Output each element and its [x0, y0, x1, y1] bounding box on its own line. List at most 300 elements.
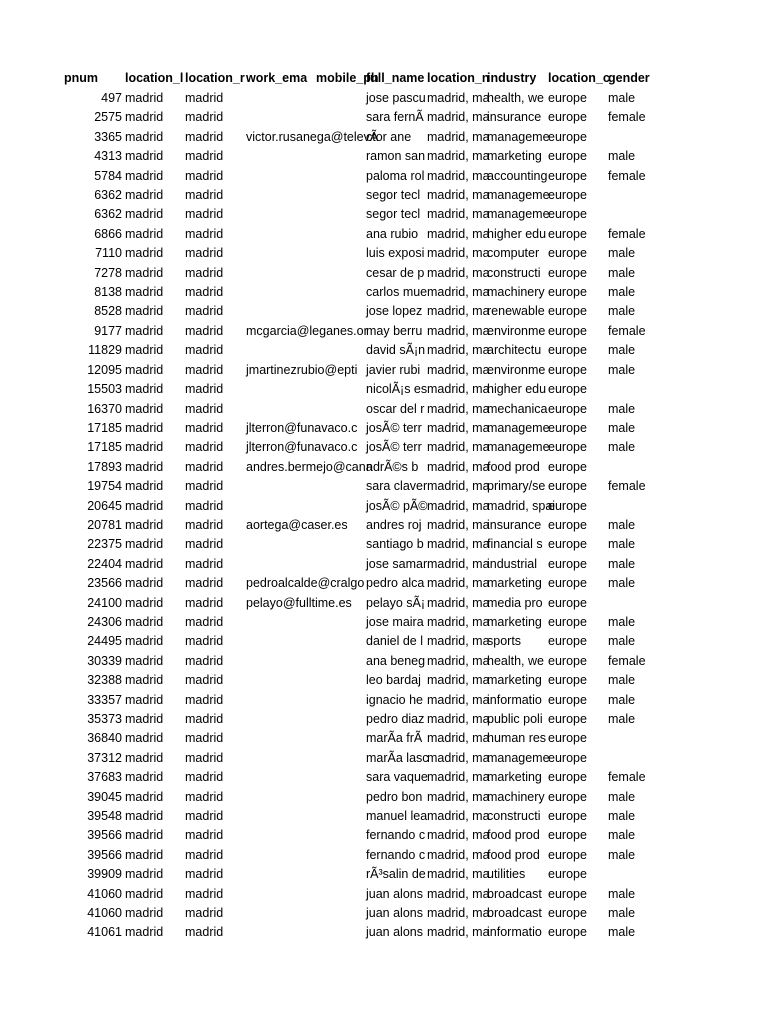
cell-location-id: madrid — [125, 226, 164, 241]
cell-location-name: madrid, ma — [427, 498, 490, 513]
cell-location-r: madrid — [185, 420, 224, 435]
cell-location-c: europe — [548, 246, 587, 261]
cell-industry: utilities — [487, 867, 526, 882]
cell-industry: accounting — [487, 168, 548, 183]
cell-pnum: 11829 — [88, 343, 122, 358]
cell-location-c: europe — [548, 149, 587, 164]
cell-industry: environme — [487, 323, 546, 338]
cell-gender: male — [608, 343, 636, 358]
cell-location-c: europe — [548, 129, 587, 144]
cell-location-c: europe — [548, 906, 587, 921]
cell-industry: financial s — [487, 537, 543, 552]
cell-location-id: madrid — [125, 149, 164, 164]
cell-location-c: europe — [548, 459, 587, 474]
cell-location-r: madrid — [185, 226, 224, 241]
cell-industry: machinery — [487, 285, 545, 300]
cell-location-id: madrid — [125, 420, 164, 435]
cell-location-name: madrid, ma — [427, 809, 490, 824]
cell-full-name: ctor ane — [366, 129, 412, 144]
cell-gender: male — [608, 401, 636, 416]
cell-location-c: europe — [548, 265, 587, 280]
cell-location-r: madrid — [185, 459, 224, 474]
cell-location-c: europe — [548, 692, 587, 707]
cell-location-id: madrid — [125, 459, 164, 474]
cell-work-email: jlterron@funavaco.c — [246, 420, 358, 435]
cell-pnum: 20781 — [87, 517, 122, 532]
cell-location-r: madrid — [185, 343, 224, 358]
cell-location-r: madrid — [185, 304, 224, 319]
cell-full-name: javier rubi — [366, 362, 421, 377]
cell-gender: male — [608, 712, 636, 726]
cell-gender: male — [608, 420, 636, 435]
cell-industry: manageme — [487, 188, 550, 203]
cell-pnum: 41061 — [87, 925, 122, 940]
cell-location-id: madrid — [125, 595, 164, 610]
cell-location-id: madrid — [125, 479, 164, 494]
cell-gender: male — [608, 906, 636, 921]
cell-location-c: europe — [548, 653, 587, 668]
cell-location-r: madrid — [185, 498, 224, 513]
cell-location-id: madrid — [125, 517, 164, 532]
cell-full-name: pedro alca — [366, 576, 425, 591]
cell-location-c: europe — [548, 595, 587, 610]
cell-work-email: pedroalcalde@cralgo — [246, 576, 365, 591]
cell-location-r: madrid — [185, 323, 224, 338]
cell-industry: health, we — [487, 653, 544, 668]
cell-location-r: madrid — [185, 168, 224, 183]
cell-location-r: madrid — [185, 362, 224, 377]
cell-location-name: madrid, ma — [427, 479, 490, 494]
cell-pnum: 22404 — [87, 556, 122, 571]
cell-location-c: europe — [548, 479, 587, 494]
cell-location-name: madrid, ma — [427, 129, 490, 144]
cell-location-name: madrid, ma — [427, 401, 490, 416]
cell-location-c: europe — [548, 498, 587, 513]
cell-location-r: madrid — [185, 246, 224, 261]
cell-pnum: 4313 — [94, 149, 122, 164]
header-location-r: location_r — [185, 71, 245, 85]
cell-full-name: jose lopez — [366, 304, 423, 319]
cell-location-c: europe — [548, 304, 587, 319]
cell-location-r: madrid — [185, 265, 224, 280]
cell-industry: marketing — [487, 149, 542, 164]
cell-pnum: 39566 — [87, 828, 122, 843]
cell-full-name: juan alons — [366, 925, 423, 940]
cell-gender: female — [608, 168, 646, 183]
cell-location-r: madrid — [185, 537, 224, 552]
cell-location-c: europe — [548, 110, 587, 125]
cell-full-name: fernando c — [366, 828, 426, 843]
cell-industry: health, we — [487, 91, 544, 105]
cell-location-c: europe — [548, 673, 587, 688]
cell-location-r: madrid — [185, 886, 224, 901]
header-pnum: pnum — [64, 71, 99, 85]
cell-pnum: 8138 — [94, 285, 122, 300]
cell-gender: male — [608, 576, 636, 591]
cell-full-name: ramon san — [366, 149, 426, 164]
cell-pnum: 7110 — [95, 246, 122, 261]
cell-location-c: europe — [548, 750, 587, 765]
header-mobile-phone: mobile_ph — [316, 71, 379, 85]
cell-pnum: 22375 — [87, 537, 122, 552]
cell-location-c: europe — [548, 731, 587, 746]
cell-location-r: madrid — [185, 556, 224, 571]
cell-work-email: jmartinezrubio@epti — [246, 362, 358, 377]
cell-pnum: 9177 — [94, 323, 122, 338]
cell-location-c: europe — [548, 809, 587, 824]
cell-pnum: 37683 — [87, 770, 122, 785]
cell-full-name: leo bardaj — [366, 673, 421, 688]
cell-location-c: europe — [548, 634, 587, 649]
cell-industry: manageme — [487, 440, 550, 455]
cell-location-r: madrid — [185, 614, 224, 629]
cell-pnum: 2575 — [94, 110, 122, 125]
cell-location-id: madrid — [125, 401, 164, 416]
cell-full-name: paloma rol — [366, 168, 425, 183]
header-gender: gender — [608, 71, 650, 85]
cell-location-c: europe — [548, 362, 587, 377]
cell-location-r: madrid — [185, 129, 224, 144]
cell-location-c: europe — [548, 226, 587, 241]
cell-pnum: 37312 — [87, 750, 122, 765]
cell-location-id: madrid — [125, 188, 164, 203]
cell-location-r: madrid — [185, 750, 224, 765]
cell-location-c: europe — [548, 323, 587, 338]
cell-location-id: madrid — [125, 537, 164, 552]
cell-full-name: josÃ© terr — [366, 440, 422, 455]
cell-location-name: madrid, ma — [427, 517, 490, 532]
cell-full-name: ana rubio — [366, 226, 419, 241]
cell-location-name: madrid, ma — [427, 867, 490, 882]
cell-industry: broadcast — [487, 906, 542, 921]
cell-location-id: madrid — [125, 847, 164, 862]
cell-industry: informatio — [487, 925, 542, 940]
cell-full-name: carlos mue — [366, 285, 428, 300]
cell-location-id: madrid — [125, 207, 164, 222]
cell-industry: marketing — [487, 614, 542, 629]
cell-location-r: madrid — [185, 595, 224, 610]
cell-pnum: 24306 — [87, 614, 122, 629]
cell-full-name: sara vaque — [366, 770, 428, 785]
cell-location-name: madrid, ma — [427, 537, 490, 552]
cell-industry: mechanica — [487, 401, 548, 416]
cell-pnum: 17185 — [87, 440, 122, 455]
cell-full-name: josÃ© terr — [366, 420, 422, 435]
cell-pnum: 39566 — [87, 847, 122, 862]
cell-work-email: victor.rusanega@televÃ — [246, 129, 379, 144]
cell-location-name: madrid, ma — [427, 770, 490, 785]
cell-location-c: europe — [548, 867, 587, 882]
cell-location-id: madrid — [125, 576, 164, 591]
cell-location-c: europe — [548, 517, 587, 532]
cell-location-id: madrid — [125, 129, 164, 144]
cell-location-id: madrid — [125, 789, 164, 804]
cell-location-c: europe — [548, 614, 587, 629]
cell-location-name: madrid, ma — [427, 149, 490, 164]
cell-gender: male — [608, 304, 636, 319]
cell-location-id: madrid — [125, 925, 164, 940]
cell-pnum: 17893 — [87, 459, 122, 474]
cell-location-name: madrid, ma — [427, 576, 490, 591]
cell-location-name: madrid, ma — [427, 556, 490, 571]
cell-full-name: pedro bon — [366, 789, 423, 804]
cell-location-name: madrid, ma — [427, 285, 490, 300]
cell-pnum: 41060 — [87, 886, 122, 901]
cell-work-email: jlterron@funavaco.c — [246, 440, 358, 455]
cell-full-name: david sÃ¡n — [366, 343, 426, 358]
cell-location-r: madrid — [185, 634, 224, 649]
cell-full-name: santiago b — [366, 537, 424, 552]
cell-industry: manageme — [487, 207, 550, 222]
cell-full-name: pedro diaz — [366, 712, 425, 726]
cell-gender: male — [608, 91, 636, 105]
cell-full-name: oscar del r — [366, 401, 425, 416]
header-location-c: location_c — [548, 71, 610, 85]
cell-full-name: segor tecl — [366, 207, 421, 222]
cell-pnum: 8528 — [94, 304, 122, 319]
cell-industry: manageme — [487, 420, 550, 435]
cell-gender: male — [608, 362, 636, 377]
cell-gender: male — [608, 789, 636, 804]
cell-industry: marketing — [487, 770, 542, 785]
cell-pnum: 7278 — [94, 265, 122, 280]
cell-location-c: europe — [548, 343, 587, 358]
cell-industry: madrid, spai — [487, 498, 556, 513]
cell-location-r: madrid — [185, 770, 224, 785]
cell-location-r: madrid — [185, 517, 224, 532]
cell-location-c: europe — [548, 789, 587, 804]
cell-location-id: madrid — [125, 692, 164, 707]
cell-industry: architectu — [487, 343, 542, 358]
cell-pnum: 32388 — [87, 673, 122, 688]
cell-location-name: madrid, ma — [427, 382, 490, 397]
cell-location-c: europe — [548, 556, 587, 571]
cell-industry: food prod — [487, 828, 540, 843]
cell-location-c: europe — [548, 382, 587, 397]
cell-industry: constructi — [487, 809, 541, 824]
cell-gender: male — [608, 925, 636, 940]
cell-full-name: ndrÃ©s b — [366, 459, 419, 474]
cell-location-name: madrid, ma — [427, 440, 490, 455]
cell-pnum: 19754 — [87, 479, 122, 494]
cell-location-id: madrid — [125, 867, 164, 882]
cell-industry: broadcast — [487, 886, 542, 901]
cell-location-r: madrid — [185, 847, 224, 862]
cell-location-r: madrid — [185, 576, 224, 591]
cell-location-id: madrid — [125, 91, 164, 105]
cell-full-name: juan alons — [366, 886, 423, 901]
cell-location-name: madrid, ma — [427, 265, 490, 280]
cell-industry: environme — [487, 362, 546, 377]
cell-industry: food prod — [487, 847, 540, 862]
cell-location-id: madrid — [125, 614, 164, 629]
cell-location-r: madrid — [185, 789, 224, 804]
cell-gender: male — [608, 149, 636, 164]
cell-location-name: madrid, ma — [427, 634, 490, 649]
cell-pnum: 3365 — [94, 129, 122, 144]
cell-gender: male — [608, 809, 636, 824]
cell-location-name: madrid, ma — [427, 246, 490, 261]
cell-location-c: europe — [548, 168, 587, 183]
cell-full-name: may berru — [366, 323, 423, 338]
cell-full-name: josÃ© pÃ© — [366, 498, 428, 513]
cell-location-id: madrid — [125, 304, 164, 319]
cell-work-email: aortega@caser.es — [246, 517, 348, 532]
cell-full-name: marÃa frÃ — [366, 731, 423, 746]
cell-pnum: 41060 — [87, 906, 122, 921]
cell-location-id: madrid — [125, 653, 164, 668]
cell-location-c: europe — [548, 401, 587, 416]
cell-industry: renewable — [487, 304, 545, 319]
cell-gender: female — [608, 653, 646, 668]
cell-full-name: luis exposi — [366, 246, 425, 261]
cell-full-name: nicolÃ¡s es — [366, 382, 428, 397]
cell-pnum: 497 — [101, 91, 122, 105]
cell-pnum: 24495 — [87, 634, 122, 649]
cell-gender: female — [608, 110, 646, 125]
cell-full-name: andres roj — [366, 517, 422, 532]
cell-work-email: andres.bermejo@cana — [246, 459, 373, 474]
cell-location-c: europe — [548, 207, 587, 222]
cell-full-name: fernando c — [366, 847, 426, 862]
cell-location-r: madrid — [185, 382, 224, 397]
cell-full-name: sara claver — [366, 479, 428, 494]
cell-location-name: madrid, ma — [427, 886, 490, 901]
cell-location-name: madrid, ma — [427, 731, 490, 746]
cell-location-r: madrid — [185, 828, 224, 843]
cell-full-name: cesar de p — [366, 265, 425, 280]
cell-gender: male — [608, 285, 636, 300]
cell-location-c: europe — [548, 847, 587, 862]
cell-location-c: europe — [548, 712, 587, 726]
cell-location-r: madrid — [185, 479, 224, 494]
cell-gender: female — [608, 479, 646, 494]
cell-industry: food prod — [487, 459, 540, 474]
cell-pnum: 16370 — [87, 401, 122, 416]
cell-location-name: madrid, ma — [427, 789, 490, 804]
cell-location-id: madrid — [125, 362, 164, 377]
cell-location-r: madrid — [185, 110, 224, 125]
cell-full-name: jose maira — [366, 614, 424, 629]
cell-location-c: europe — [548, 285, 587, 300]
cell-location-id: madrid — [125, 828, 164, 843]
cell-industry: primary/se — [487, 479, 546, 494]
cell-location-r: madrid — [185, 440, 224, 455]
cell-full-name: daniel de l — [366, 634, 423, 649]
cell-gender: female — [608, 323, 646, 338]
cell-location-id: madrid — [125, 673, 164, 688]
header-full-name: full_name — [366, 71, 425, 85]
cell-location-r: madrid — [185, 673, 224, 688]
cell-location-r: madrid — [185, 925, 224, 940]
cell-location-id: madrid — [125, 731, 164, 746]
cell-location-c: europe — [548, 828, 587, 843]
cell-location-name: madrid, ma — [427, 343, 490, 358]
cell-pnum: 17185 — [87, 420, 122, 435]
cell-location-name: madrid, ma — [427, 207, 490, 222]
cell-location-name: madrid, ma — [427, 595, 490, 610]
cell-full-name: segor tecl — [366, 188, 421, 203]
cell-gender: male — [608, 246, 636, 261]
cell-industry: insurance — [487, 110, 542, 125]
cell-location-id: madrid — [125, 110, 164, 125]
cell-location-name: madrid, ma — [427, 614, 490, 629]
cell-full-name: ignacio he — [366, 692, 423, 707]
cell-gender: male — [608, 886, 636, 901]
cell-industry: industrial — [487, 556, 538, 571]
cell-pnum: 15503 — [87, 382, 122, 397]
cell-location-id: madrid — [125, 265, 164, 280]
cell-pnum: 39045 — [87, 789, 122, 804]
cell-location-id: madrid — [125, 556, 164, 571]
cell-full-name: rÃ³salin de — [366, 867, 426, 882]
cell-location-c: europe — [548, 576, 587, 591]
cell-pnum: 6866 — [94, 226, 122, 241]
cell-full-name: jose samar — [366, 556, 428, 571]
cell-location-name: madrid, ma — [427, 362, 490, 377]
cell-location-r: madrid — [185, 712, 224, 726]
cell-location-r: madrid — [185, 809, 224, 824]
cell-location-id: madrid — [125, 440, 164, 455]
cell-pnum: 24100 — [87, 595, 122, 610]
cell-gender: male — [608, 265, 636, 280]
cell-industry: informatio — [487, 692, 542, 707]
cell-location-r: madrid — [185, 906, 224, 921]
cell-location-id: madrid — [125, 246, 164, 261]
cell-location-id: madrid — [125, 809, 164, 824]
cell-location-r: madrid — [185, 91, 224, 105]
cell-gender: male — [608, 828, 636, 843]
cell-location-c: europe — [548, 188, 587, 203]
cell-industry: higher edu — [487, 226, 547, 241]
cell-work-email: pelayo@fulltime.es — [246, 595, 352, 610]
cell-pnum: 33357 — [87, 692, 122, 707]
cell-location-r: madrid — [185, 731, 224, 746]
cell-gender: male — [608, 440, 636, 455]
cell-gender: female — [608, 226, 646, 241]
cell-location-r: madrid — [185, 207, 224, 222]
cell-full-name: sara fernÃ — [366, 110, 424, 125]
cell-location-id: madrid — [125, 323, 164, 338]
cell-location-id: madrid — [125, 750, 164, 765]
cell-pnum: 39909 — [87, 867, 122, 882]
cell-full-name: jose pascu — [366, 91, 426, 105]
cell-location-name: madrid, ma — [427, 847, 490, 862]
cell-industry: computer — [487, 246, 540, 261]
cell-full-name: manuel lea — [366, 809, 428, 824]
cell-pnum: 39548 — [87, 809, 122, 824]
cell-work-email: mcgarcia@leganes.or — [246, 323, 368, 338]
cell-location-c: europe — [548, 925, 587, 940]
cell-location-name: madrid, ma — [427, 828, 490, 843]
cell-location-name: madrid, ma — [427, 459, 490, 474]
cell-location-r: madrid — [185, 401, 224, 416]
cell-location-name: madrid, ma — [427, 91, 490, 105]
cell-pnum: 35373 — [87, 712, 122, 726]
cell-industry: insurance — [487, 517, 542, 532]
cell-location-id: madrid — [125, 770, 164, 785]
cell-industry: constructi — [487, 265, 541, 280]
cell-location-c: europe — [548, 440, 587, 455]
cell-location-name: madrid, ma — [427, 673, 490, 688]
cell-pnum: 36840 — [87, 731, 122, 746]
cell-full-name: pelayo sÃ¡ — [366, 595, 426, 610]
cell-location-name: madrid, ma — [427, 110, 490, 125]
header-work-email: work_ema — [246, 71, 308, 85]
cell-industry: sports — [487, 634, 522, 649]
cell-industry: higher edu — [487, 382, 547, 397]
header-industry: industry — [487, 71, 537, 85]
